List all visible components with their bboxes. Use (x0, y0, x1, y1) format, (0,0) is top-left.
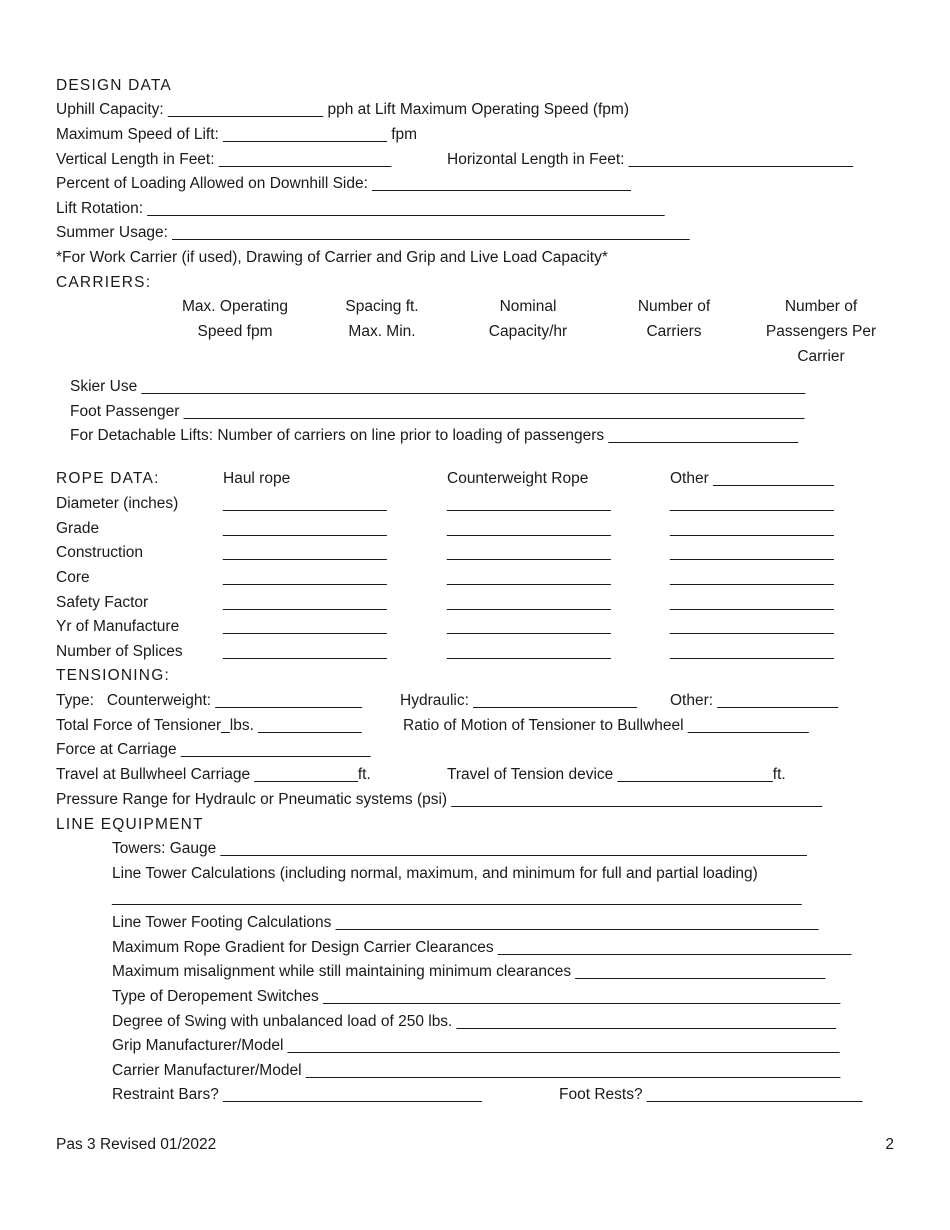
rope-blank-other[interactable]: ___________________ (670, 643, 834, 660)
rope-row-label: Grade (56, 520, 100, 537)
carriers-col-spacing: Spacing ft. Max. Min. (345, 298, 419, 340)
rope-blank-counterweight[interactable]: ___________________ (447, 618, 611, 635)
travel-bullwheel-field[interactable]: Travel at Bullwheel Carriage ____________ft. (56, 766, 371, 783)
summer-usage-field[interactable]: Summer Usage: ____________________________________________________________ (56, 224, 690, 241)
force-carriage-field[interactable]: Force at Carriage ______________________ (56, 741, 371, 758)
rope-blank-haul[interactable]: ___________________ (223, 520, 387, 537)
hydraulic-type-field[interactable]: Hydraulic: ___________________ (400, 692, 638, 709)
rope-col-haul: Haul rope (223, 470, 291, 487)
line-equipment-heading: LINE EQUIPMENT (56, 816, 204, 833)
page-number: 2 (885, 1136, 894, 1153)
design-data-heading: DESIGN DATA (56, 77, 172, 94)
total-force-field[interactable]: Total Force of Tensioner_lbs. ____________ (56, 717, 362, 734)
rope-blank-counterweight[interactable]: ___________________ (447, 544, 611, 561)
carriers-col-speed: Max. Operating Speed fpm (182, 298, 288, 340)
degree-of-swing-field[interactable]: Degree of Swing with unbalanced load of 250 lbs. ____________________________________________ (112, 1013, 836, 1030)
rope-blank-counterweight[interactable]: ___________________ (447, 520, 611, 537)
carriers-heading: CARRIERS: (56, 274, 152, 291)
rope-blank-counterweight[interactable]: ___________________ (447, 643, 611, 660)
rope-blank-haul[interactable]: ___________________ (223, 594, 387, 611)
rope-blank-haul[interactable]: ___________________ (223, 643, 387, 660)
tower-calculations-field[interactable]: ________________________________________________________________________________ (112, 889, 802, 906)
travel-device-field[interactable]: Travel of Tension device __________________ft. (447, 766, 786, 783)
rope-blank-other[interactable]: ___________________ (670, 495, 834, 512)
carriers-col-capacity: Nominal Capacity/hr (488, 298, 568, 340)
towers-gauge-field[interactable]: Towers: Gauge ____________________________________________________________________ (112, 840, 807, 857)
detachable-lifts-field[interactable]: For Detachable Lifts: Number of carriers on line prior to loading of passengers ______________________ (70, 427, 799, 444)
rope-blank-haul[interactable]: ___________________ (223, 495, 387, 512)
other-type-field[interactable]: Other: ______________ (670, 692, 839, 709)
rope-row-label: Number of Splices (56, 643, 183, 660)
counterweight-type-field[interactable]: Type: Counterweight: _________________ (56, 692, 362, 709)
revision-label: Pas 3 Revised 01/2022 (56, 1136, 217, 1153)
motion-ratio-field[interactable]: Ratio of Motion of Tensioner to Bullwheel ______________ (403, 717, 809, 734)
uphill-capacity-field[interactable]: Uphill Capacity: __________________ pph at Lift Maximum Operating Speed (fpm) (56, 101, 629, 118)
rope-blank-counterweight[interactable]: ___________________ (447, 495, 611, 512)
rope-row-label: Diameter (inches) (56, 495, 179, 512)
carriers-col-number: Number of Carriers (637, 298, 711, 340)
rope-blank-other[interactable]: ___________________ (670, 594, 834, 611)
rope-blank-other[interactable]: ___________________ (670, 544, 834, 561)
carriers-col-passengers: Number of Passengers Per Carrier (765, 298, 877, 365)
rope-blank-counterweight[interactable]: ___________________ (447, 594, 611, 611)
rope-blank-other[interactable]: ___________________ (670, 618, 834, 635)
foot-rests-field[interactable]: Foot Rests? _________________________ (559, 1086, 863, 1103)
rope-col-counterweight: Counterweight Rope (447, 470, 589, 487)
footing-calculations-field[interactable]: Line Tower Footing Calculations ________________________________________________________ (112, 914, 819, 931)
grip-manufacturer-field[interactable]: Grip Manufacturer/Model ________________________________________________________________ (112, 1037, 840, 1054)
misalignment-field[interactable]: Maximum misalignment while still maintaining minimum clearances _____________________________ (112, 963, 826, 980)
rope-blank-other[interactable]: ___________________ (670, 520, 834, 537)
carrier-manufacturer-field[interactable]: Carrier Manufacturer/Model ______________________________________________________________ (112, 1062, 841, 1079)
horizontal-length-field[interactable]: Horizontal Length in Feet: __________________________ (447, 151, 853, 168)
rope-gradient-field[interactable]: Maximum Rope Gradient for Design Carrier Clearances _________________________________________ (112, 939, 852, 956)
rope-row-label: Safety Factor (56, 594, 149, 611)
foot-passenger-field[interactable]: Foot Passenger ________________________________________________________________________ (70, 403, 805, 420)
rope-blank-counterweight[interactable]: ___________________ (447, 569, 611, 586)
rope-blank-other[interactable]: ___________________ (670, 569, 834, 586)
rope-row-label: Core (56, 569, 90, 586)
rope-row-label: Yr of Manufacture (56, 618, 180, 635)
rope-blank-haul[interactable]: ___________________ (223, 569, 387, 586)
pressure-range-field[interactable]: Pressure Range for Hydraulc or Pneumatic systems (psi) ___________________________________________ (56, 791, 823, 808)
max-speed-field[interactable]: Maximum Speed of Lift: ___________________ fpm (56, 126, 418, 143)
rope-data-heading: ROPE DATA: (56, 470, 160, 487)
vertical-length-field[interactable]: Vertical Length in Feet: ____________________ (56, 151, 392, 168)
lift-rotation-field[interactable]: Lift Rotation: ____________________________________________________________ (56, 200, 665, 217)
tower-calculations-label: Line Tower Calculations (including normal, maximum, and minimum for full and partial loading) (112, 865, 758, 882)
work-carrier-note: *For Work Carrier (if used), Drawing of Carrier and Grip and Live Load Capacity* (56, 249, 608, 266)
deropement-switches-field[interactable]: Type of Deropement Switches ____________________________________________________________ (112, 988, 841, 1005)
rope-row-label: Construction (56, 544, 144, 561)
rope-blank-haul[interactable]: ___________________ (223, 544, 387, 561)
rope-blank-haul[interactable]: ___________________ (223, 618, 387, 635)
skier-use-field[interactable]: Skier Use _____________________________________________________________________________ (70, 378, 806, 395)
restraint-bars-field[interactable]: Restraint Bars? ______________________________ (112, 1086, 482, 1103)
rope-col-other[interactable]: Other ______________ (670, 470, 834, 487)
downhill-loading-field[interactable]: Percent of Loading Allowed on Downhill Side: ______________________________ (56, 175, 631, 192)
tensioning-heading: TENSIONING: (56, 667, 170, 684)
